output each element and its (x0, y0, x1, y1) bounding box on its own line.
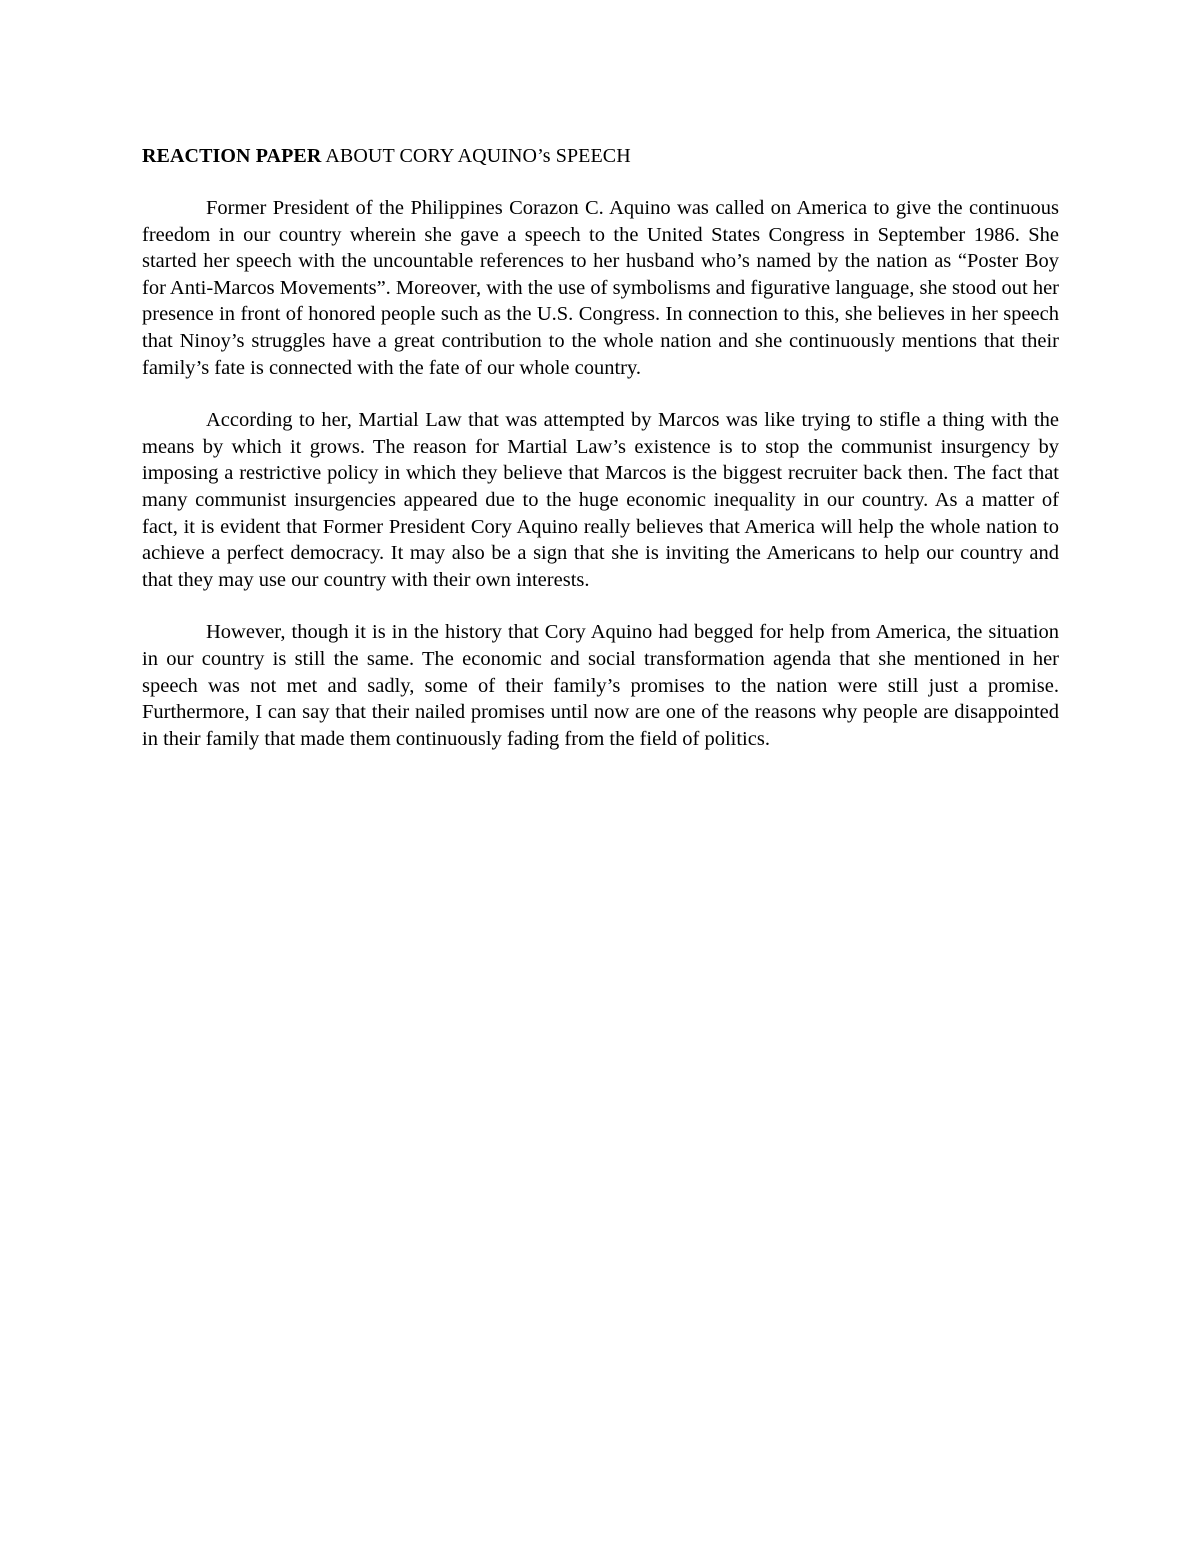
document-title-rest: ABOUT CORY AQUINO’s SPEECH (321, 145, 631, 167)
document-title-bold: REACTION PAPER (142, 145, 322, 167)
paragraph-1: Former President of the Philippines Corazon C. Aquino was called on America to give the continuous freedom in our country wherein she gave a speech to the United States Congress in September 1986. She started her speech with the uncountable references to her husband who’s named by the nation as “Poster Boy for Anti-Marcos Movements”. Moreover, with the use of symbolisms and figurative language, she stood out her presence in front of honored people such as the U.S. Congress. In connection to this, she believes in her speech that Ninoy’s struggles have a great contribution to the whole nation and she continuously mentions that their family’s fate is connected with the fate of our whole country. (142, 197, 1059, 379)
paragraph-3: However, though it is in the history that Cory Aquino had begged for help from America, the situation in our country is still the same. The economic and social transformation agenda that she mentioned in her speech was not met and sadly, some of their family’s promises to the nation were still just a promise. Furthermore, I can say that their nailed promises until now are one of the reasons why people are disappointed in their family that made them continuously fading from the field of politics. (142, 621, 1059, 750)
document-body (142, 143, 1059, 778)
paragraph-2: According to her, Martial Law that was attempted by Marcos was like trying to stifle a thing with the means by which it grows. The reason for Martial Law’s existence is to stop the communist insurgency by imposing a restrictive policy in which they believe that Marcos is the biggest recruiter back then. The fact that many communist insurgencies appeared due to the huge economic inequality in our country. As a matter of fact, it is evident that Former President Cory Aquino really believes that America will help the whole nation to achieve a perfect democracy. It may also be a sign that she is inviting the Americans to help our country and that they may use our country with their own interests. (142, 409, 1059, 591)
document-title (142, 143, 1059, 169)
